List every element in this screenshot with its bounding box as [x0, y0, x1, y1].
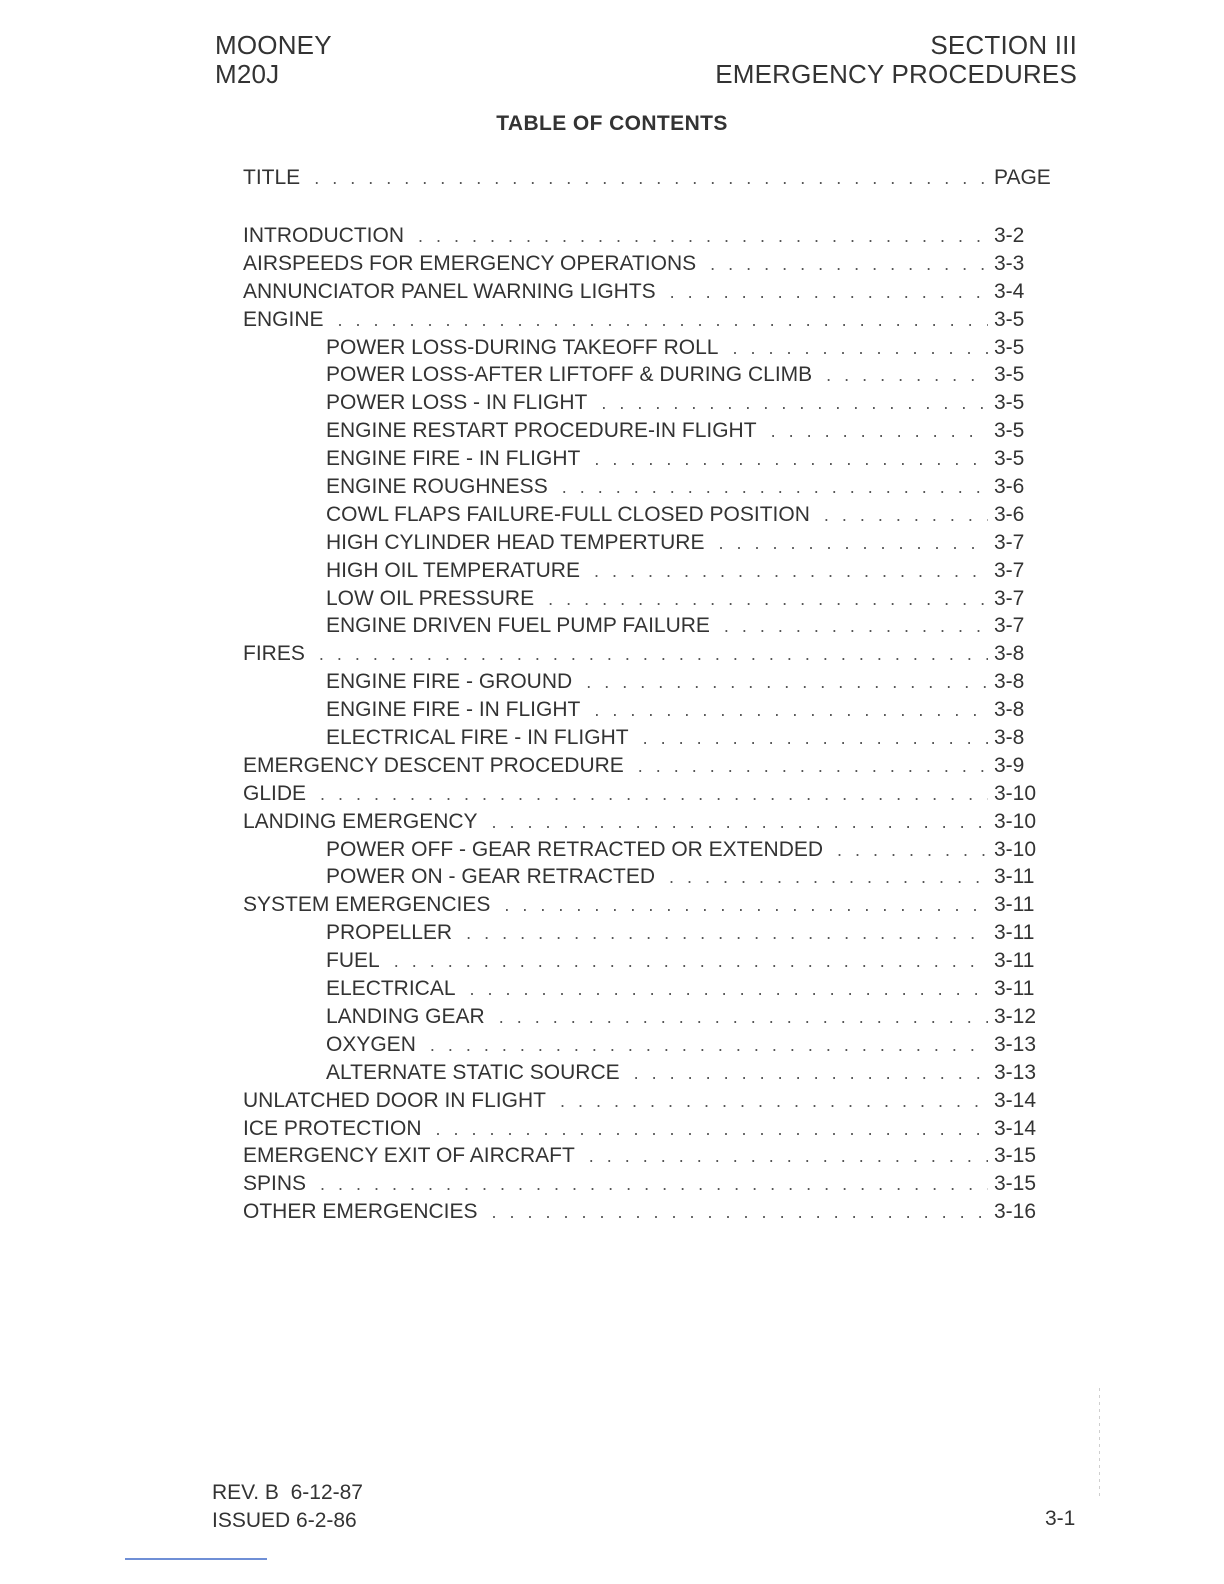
toc-entry[interactable]	[243, 334, 1038, 362]
toc-entry-label: UNLATCHED DOOR IN FLIGHT	[243, 1088, 546, 1112]
toc-entry-label: AIRSPEEDS FOR EMERGENCY OPERATIONS	[243, 251, 697, 275]
leader-dots	[629, 724, 988, 752]
toc-entry-label: ENGINE FIRE - GROUND	[326, 670, 573, 694]
leader-dots	[812, 361, 988, 389]
toc-entry-page: 3-9	[994, 753, 1025, 777]
toc-entry-page: 3-8	[994, 698, 1025, 722]
toc-entry-label: PROPELLER	[326, 921, 453, 945]
toc-entry-page: 3-12	[994, 1004, 1037, 1028]
leader-dots	[580, 445, 988, 473]
toc-entry[interactable]	[243, 836, 1038, 864]
toc-entry-label: POWER OFF - GEAR RETRACTED OR EXTENDED	[326, 837, 824, 861]
toc-entry[interactable]	[243, 752, 1038, 780]
toc-entry[interactable]	[243, 1142, 1038, 1170]
toc-entry-page: 3-5	[994, 391, 1025, 415]
toc-entry-label: SYSTEM EMERGENCIES	[243, 893, 491, 917]
leader-dots	[572, 668, 988, 696]
section-title: EMERGENCY PROCEDURES	[715, 59, 1077, 89]
leader-dots	[380, 947, 988, 975]
toc-entry-page: 3-4	[994, 279, 1025, 303]
toc-entry-page: 3-14	[994, 1088, 1037, 1112]
toc-entry[interactable]	[243, 529, 1038, 557]
leader-dots	[416, 1031, 988, 1059]
column-header-title: TITLE	[243, 166, 301, 189]
toc-entry-page: 3-8	[994, 726, 1025, 750]
leader-dots	[587, 389, 988, 417]
leader-dots	[718, 334, 988, 362]
toc-entry-label: HIGH CYLINDER HEAD TEMPERTURE	[326, 530, 705, 554]
toc-entry[interactable]	[243, 417, 1038, 445]
toc-entry-label: HIGH OIL TEMPERATURE	[326, 558, 580, 582]
toc-entry[interactable]	[243, 724, 1038, 752]
toc-entry-page: 3-5	[994, 335, 1025, 359]
manufacturer-name: MOONEY	[215, 30, 332, 60]
toc-entry-page: 3-16	[994, 1200, 1037, 1224]
leader-dots	[490, 891, 988, 919]
toc-entry-label: OXYGEN	[326, 1032, 416, 1056]
toc-entry[interactable]	[243, 975, 1038, 1003]
leader-dots	[546, 1087, 988, 1115]
toc-entry-label: ENGINE RESTART PROCEDURE-IN FLIGHT	[326, 419, 757, 443]
toc-entry-label: ENGINE FIRE - IN FLIGHT	[326, 447, 581, 471]
toc-entry[interactable]	[243, 306, 1038, 334]
leader-dots	[710, 612, 988, 640]
leader-dots	[452, 919, 988, 947]
toc-entry-label: INTRODUCTION	[243, 224, 404, 247]
toc-entry-label: POWER ON - GEAR RETRACTED	[326, 865, 656, 889]
toc-entry-page: 3-7	[994, 586, 1025, 610]
toc-entry-label: ELECTRICAL	[326, 977, 456, 1001]
toc-entry-page: 3-5	[994, 419, 1025, 443]
toc-entry[interactable]	[243, 1170, 1038, 1198]
toc-entry-label: ICE PROTECTION	[243, 1116, 422, 1140]
toc-entry[interactable]	[243, 612, 1038, 640]
toc-entry-page: 3-14	[994, 1116, 1037, 1140]
model-name: M20J	[215, 59, 280, 89]
toc-entry-label: ENGINE	[243, 307, 324, 331]
toc-entry[interactable]	[243, 668, 1038, 696]
leader-dots	[534, 585, 988, 613]
toc-entry-label: EMERGENCY EXIT OF AIRCRAFT	[243, 1144, 575, 1168]
leader-dots	[548, 473, 988, 501]
toc-entry-label: FUEL	[326, 949, 380, 973]
section-number: SECTION III	[930, 30, 1077, 60]
toc-entry-page: 3-5	[994, 307, 1025, 331]
toc-entry-label: ENGINE FIRE - IN FLIGHT	[326, 698, 581, 722]
revision-line: REV. B 6-12-87	[212, 1481, 363, 1504]
toc-entry[interactable]	[243, 1031, 1038, 1059]
leader-dots	[810, 501, 988, 529]
toc-title: TABLE OF CONTENTS	[496, 112, 728, 135]
leader-dots	[620, 1059, 988, 1087]
bottom-rule	[125, 1558, 267, 1560]
toc-entry-page: 3-11	[994, 893, 1035, 917]
toc-entry-label: FIRES	[243, 642, 305, 666]
toc-entry-page: 3-15	[994, 1144, 1037, 1168]
leader-dots	[823, 836, 988, 864]
scan-edge-mark	[1099, 1388, 1100, 1498]
leader-dots	[300, 168, 988, 189]
toc-entry[interactable]	[243, 780, 1038, 808]
toc-entry-label: POWER LOSS - IN FLIGHT	[326, 391, 588, 415]
toc-entry[interactable]	[243, 1003, 1038, 1031]
column-header-page: PAGE	[994, 166, 1051, 189]
toc-entry-label: ENGINE DRIVEN FUEL PUMP FAILURE	[326, 614, 710, 638]
toc-entry[interactable]	[243, 557, 1038, 585]
toc-entry[interactable]	[243, 250, 1038, 278]
toc-entry-label: LANDING GEAR	[326, 1004, 485, 1028]
toc-entry[interactable]	[243, 919, 1038, 947]
column-header	[243, 166, 1056, 194]
leader-dots	[580, 696, 988, 724]
revision-block	[212, 1479, 363, 1535]
toc-entry-label: SPINS	[243, 1172, 307, 1196]
leader-dots	[580, 557, 988, 585]
leader-dots	[422, 1115, 988, 1143]
leader-dots	[306, 1170, 988, 1198]
toc-entry[interactable]	[243, 501, 1038, 529]
header-right	[715, 31, 1077, 89]
leader-dots	[655, 863, 988, 891]
toc-entry-page: 3-13	[994, 1032, 1037, 1056]
toc-entry[interactable]	[243, 389, 1038, 417]
toc-entry-page: 3-8	[994, 642, 1025, 666]
toc-entry[interactable]	[243, 585, 1038, 613]
toc-entry[interactable]	[243, 445, 1038, 473]
header-left	[215, 31, 332, 89]
leader-dots	[478, 808, 988, 836]
toc-entry-page: 3-11	[994, 921, 1035, 945]
toc-entry-label: GLIDE	[243, 781, 307, 805]
toc-entry-label: LOW OIL PRESSURE	[326, 586, 535, 610]
toc-entry[interactable]	[243, 222, 1038, 250]
leader-dots	[478, 1198, 988, 1226]
toc-entry[interactable]	[243, 947, 1038, 975]
toc-entry[interactable]	[243, 361, 1038, 389]
toc-entry[interactable]	[243, 1087, 1038, 1115]
leader-dots	[656, 278, 988, 306]
toc-entry-page: 3-10	[994, 837, 1037, 861]
leader-dots	[624, 752, 988, 780]
toc-entry-page: 3-7	[994, 530, 1025, 554]
toc-entry-page: 3-15	[994, 1172, 1037, 1196]
toc-entry-page: 3-2	[994, 224, 1025, 247]
issued-line: ISSUED 6-2-86	[212, 1509, 357, 1532]
toc-entry-page: 3-11	[994, 949, 1035, 973]
toc-entry-label: ALTERNATE STATIC SOURCE	[326, 1060, 620, 1084]
leader-dots	[757, 417, 988, 445]
toc-entry-page: 3-5	[994, 447, 1025, 471]
toc-entry-page: 3-5	[994, 363, 1025, 387]
toc-entry[interactable]	[243, 863, 1038, 891]
toc-entry[interactable]	[243, 1059, 1038, 1087]
toc-entry-label: LANDING EMERGENCY	[243, 809, 478, 833]
leader-dots	[704, 529, 988, 557]
toc-entry[interactable]	[243, 891, 1038, 919]
toc-entry-page: 3-7	[994, 614, 1025, 638]
leader-dots	[485, 1003, 988, 1031]
toc-entry-page: 3-8	[994, 670, 1025, 694]
toc-entry-page: 3-10	[994, 781, 1037, 805]
toc-entry-page: 3-13	[994, 1060, 1037, 1084]
toc-entry[interactable]	[243, 696, 1038, 724]
leader-dots	[306, 780, 988, 808]
toc-entry-label: ENGINE ROUGHNESS	[326, 475, 548, 499]
leader-dots	[575, 1142, 988, 1170]
toc-entry[interactable]	[243, 640, 1038, 668]
toc-entry-page: 3-6	[994, 475, 1025, 499]
toc-entry-label: COWL FLAPS FAILURE-FULL CLOSED POSITION	[326, 502, 810, 526]
toc-entry-label: POWER LOSS-AFTER LIFTOFF & DURING CLIMB	[326, 363, 813, 387]
leader-dots	[324, 306, 988, 334]
page-number: 3-1	[1045, 1507, 1076, 1530]
toc-entry-label: OTHER EMERGENCIES	[243, 1200, 478, 1224]
toc-entry-page: 3-11	[994, 977, 1035, 1001]
toc-entry-label: EMERGENCY DESCENT PROCEDURE	[243, 753, 624, 777]
leader-dots	[404, 222, 988, 250]
toc-entry-page: 3-7	[994, 558, 1025, 582]
toc-entry[interactable]	[243, 808, 1038, 836]
toc-entry[interactable]	[243, 1198, 1038, 1226]
toc-entry-page: 3-10	[994, 809, 1037, 833]
toc-entry-page: 3-11	[994, 865, 1035, 889]
leader-dots	[696, 250, 988, 278]
leader-dots	[305, 640, 988, 668]
toc-entry-label: ANNUNCIATOR PANEL WARNING LIGHTS	[243, 279, 656, 303]
toc-entry-page: 3-3	[994, 251, 1025, 275]
toc-entry-label: POWER LOSS-DURING TAKEOFF ROLL	[326, 335, 719, 359]
toc-entry[interactable]	[243, 473, 1038, 501]
toc-entry-page: 3-6	[994, 502, 1025, 526]
leader-dots	[456, 975, 988, 1003]
toc-entry[interactable]	[243, 1115, 1038, 1143]
toc-entry[interactable]	[243, 278, 1038, 306]
toc-list	[243, 222, 1038, 1226]
toc-entry-label: ELECTRICAL FIRE - IN FLIGHT	[326, 726, 629, 750]
